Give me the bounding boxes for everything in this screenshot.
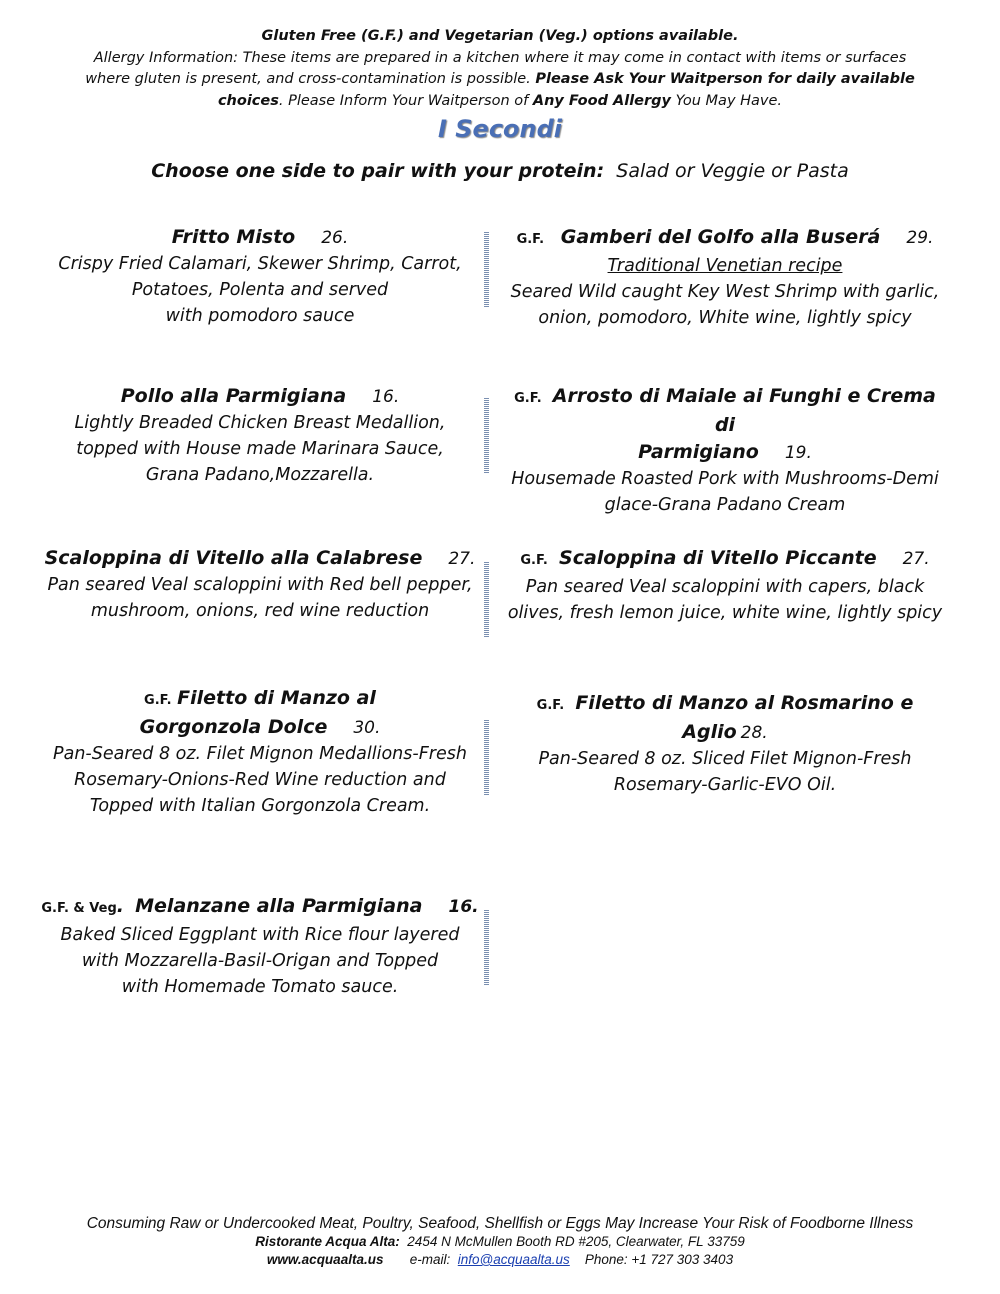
column-divider bbox=[484, 910, 489, 986]
allergy-notice bbox=[0, 26, 1000, 112]
menu-item-filetto-rosmarino: G.F. Filetto di Manzo al Rosmarino e Aglio 28. Pan-Seared 8 oz. Sliced Filet Mignon-Fresh Rosemary-Garlic-EVO Oil. bbox=[536, 692, 914, 795]
address-line: Ristorante Acqua Alta: 2454 N McMullen Booth RD #205, Clearwater, FL 33759 bbox=[255, 1234, 745, 1249]
menu-item-fritto-misto: Fritto Misto 26. Crispy Fried Calamari, Skewer Shrimp, Carrot, Potatoes, Polenta and served with pomodoro sauce bbox=[58, 226, 462, 326]
menu-item-filetto-gorgonzola: G.F. Filetto di Manzo al Gorgonzola Dolce 30. Pan-Seared 8 oz. Filet Mignon Medallions-Fresh Rosemary-Onions-Red Wine reduction and Topped with Italian Gorgonzola Cream. bbox=[53, 687, 467, 816]
allergy-line-3: choices. Please Inform Your Waitperson of Any Food Allergy You May Have. bbox=[217, 92, 783, 109]
contact-line: www.acquaalta.us e-mail: info@acquaalta.us Phone: +1 727 303 3403 bbox=[266, 1252, 734, 1267]
column-divider bbox=[484, 232, 489, 308]
menu-item-arrosto: G.F. Arrosto di Maiale ai Funghi e Crema di Parmigiano 19. Housemade Roasted Pork with Mushrooms-Demi glace-Grana Padano Cream bbox=[511, 385, 939, 515]
allergy-line: Allergy Information: These items are prepared in a kitchen where it may come in contact with items or surfaces bbox=[93, 49, 907, 66]
column-divider bbox=[484, 720, 489, 796]
phone-number: Phone: +1 727 303 3403 bbox=[584, 1252, 734, 1267]
menu-item-scaloppina-piccante: G.F. Scaloppina di Vitello Piccante 27. Pan seared Veal scaloppini with capers, black olives, fresh lemon juice, white wine, lightly spicy bbox=[507, 547, 943, 623]
side-choice-note: Choose one side to pair with your protein: Salad or Veggie or Pasta bbox=[151, 160, 849, 182]
menu-item-scaloppina-calabrese: Scaloppina di Vitello alla Calabrese 27. Pan seared Veal scaloppini with Red bell pepper, mushroom, onions, red wine reduction bbox=[44, 547, 476, 621]
column-divider bbox=[484, 562, 489, 638]
footer bbox=[0, 1215, 1000, 1269]
section-title: I Secondi bbox=[437, 115, 563, 143]
column-divider bbox=[484, 398, 489, 474]
menu-item-pollo: Pollo alla Parmigiana 16. Lightly Breaded Chicken Breast Medallion, topped with House made Marinara Sauce, Grana Padano,Mozzarella. bbox=[74, 385, 446, 485]
foodborne-warning: Consuming Raw or Undercooked Meat, Poultry, Seafood, Shellfish or Eggs May Increase Your Risk of Foodborne Illness bbox=[86, 1215, 914, 1232]
email-link[interactable]: info@acquaalta.us bbox=[457, 1252, 570, 1267]
allergy-line-2: where gluten is present, and cross-contamination is possible. Please Ask Your Waitperson for daily available bbox=[85, 71, 915, 87]
website-link[interactable]: www.acquaalta.us bbox=[266, 1252, 384, 1267]
menu-item-gamberi: G.F. Gamberi del Golfo alla Buserá 29. Traditional Venetian recipe Seared Wild caught Key West Shrimp with garlic, onion, pomodoro, White wine, lightly spicy bbox=[510, 226, 940, 328]
menu-item-melanzane: G.F. & Veg. Melanzane alla Parmigiana 16. Baked Sliced Eggplant with Rice flour layered with Mozzarella-Basil-Origan and Topped with Homemade Tomato sauce. bbox=[41, 895, 479, 997]
options-line: Gluten Free (G.F.) and Vegetarian (Veg.) options available. bbox=[261, 28, 739, 44]
